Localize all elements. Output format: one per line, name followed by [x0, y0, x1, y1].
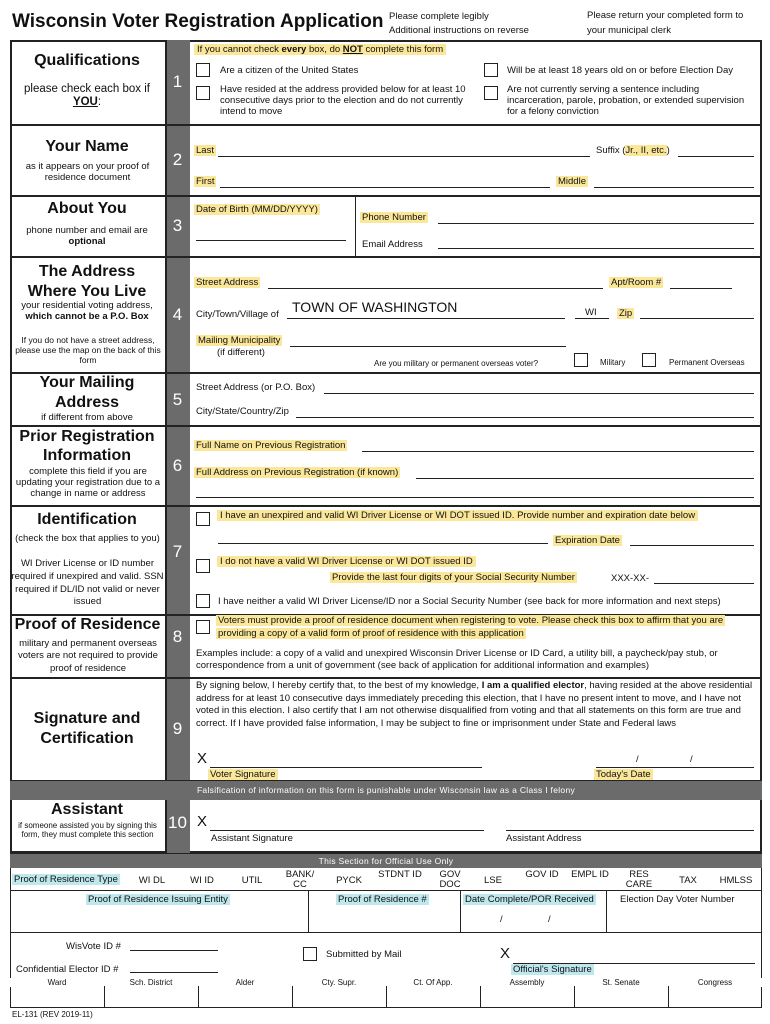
about-you-sub-2: optional	[68, 235, 106, 247]
date-complete-slash-2: /	[548, 914, 551, 925]
military-label: Military	[600, 358, 626, 367]
district-divider	[574, 986, 575, 1008]
official-row-line	[10, 932, 762, 933]
district-alder: Alder	[198, 978, 292, 987]
todays-date-input[interactable]	[596, 767, 754, 768]
por-type-label: Proof of Residence Type	[14, 874, 118, 885]
mailing-muni-input[interactable]	[290, 346, 566, 347]
suffix-b: Jr., II, etc.	[625, 145, 667, 156]
warn-a: If you cannot check	[197, 44, 282, 55]
section-number-8: 8	[172, 627, 183, 646]
district-ward: Ward	[10, 978, 104, 987]
qualifications-title: Qualifications	[34, 52, 140, 69]
suffix-a: Suffix (	[596, 145, 626, 156]
age-checkbox[interactable]	[484, 63, 498, 77]
proof-text: Voters must provide a proof of residence document when registering to vote. Please check this box to affirm that you are providing a copy of a valid form of proof of residence with this application	[218, 615, 724, 639]
warn-e: complete this form	[362, 44, 444, 55]
last-name-label: Last	[196, 145, 214, 156]
section-number-5: 5	[172, 390, 183, 409]
you-word: YOU	[72, 96, 98, 109]
felony-checkbox[interactable]	[484, 86, 498, 100]
you-colon: :	[97, 96, 102, 109]
about-you-title: About You	[47, 200, 127, 217]
first-name-label: First	[196, 176, 215, 187]
age-label: Will be at least 18 years old on or before Election Day	[507, 65, 734, 76]
email-label: Email Address	[362, 239, 423, 250]
suffix-input[interactable]	[678, 156, 754, 157]
assistant-sub: if someone assisted you by signing this form, they must complete this section	[18, 821, 157, 840]
por-col-wi-id[interactable]: WI ID	[190, 875, 214, 886]
street-label: Street Address	[196, 277, 259, 288]
por-col-wi-dl[interactable]: WI DL	[138, 875, 166, 886]
prior-addr-label: Full Address on Previous Registration (if known)	[196, 467, 399, 478]
official-col-line	[308, 890, 309, 932]
cert-c: , having resided at the above residential address for at least 10 consecutive days immediately preceding this election, that I have no present intent to move, and I have not voted in this election. I also certify that I am not otherwise disqualified from voting and that all statements on this form are true and correct. If I have provided false information, I may be subject to fine or imprisonment under State and Federal laws	[196, 680, 753, 729]
form-footer: EL-131 (REV 2019-11)	[12, 1010, 93, 1019]
district-divider	[292, 986, 293, 1008]
city-input[interactable]	[287, 318, 565, 319]
no-dl-checkbox[interactable]	[196, 559, 210, 573]
districts-row	[10, 978, 762, 1008]
todays-date-label: Today's Date	[596, 769, 651, 780]
about-you-sub	[12, 226, 162, 248]
dob-input[interactable]	[196, 240, 346, 241]
prior-sub: complete this field if you are updating your registration due to a change in name or address	[15, 466, 161, 499]
residency-label: Have resided at the address provided below for at least 10 consecutive days prior to the election and do not currently intend to move	[220, 84, 466, 117]
your-name-sub: as it appears on your proof of residence document	[25, 161, 150, 183]
city-value[interactable]: TOWN OF WASHINGTON	[292, 299, 458, 315]
voter-signature-label: Voter Signature	[210, 769, 276, 780]
row-divider	[10, 677, 762, 679]
mailing-muni-label: Mailing Municipality	[198, 335, 281, 346]
felony-label: Are not currently serving a sentence including incarceration, parole, probation, or extended supervision for a felony conviction	[507, 84, 745, 117]
por-col-rescare[interactable]: RES CARE	[625, 869, 653, 890]
prior-name-input[interactable]	[362, 451, 754, 452]
row-divider	[10, 505, 762, 507]
residency-checkbox[interactable]	[196, 86, 210, 100]
assistant-sig-x: X	[197, 813, 208, 830]
cert-b: I am a qualified elector	[481, 680, 585, 691]
section-number-1: 1	[172, 72, 183, 91]
district-divider	[480, 986, 481, 1008]
date-slash-1: /	[636, 754, 639, 765]
about-you-divider	[355, 196, 356, 256]
prior-title	[12, 427, 162, 465]
official-row-line	[10, 890, 762, 891]
about-you-sub-1: phone number and email are	[26, 225, 148, 236]
address-title-2: Where You Live	[27, 283, 147, 300]
date-complete-slash-1: /	[500, 914, 503, 925]
no-id-label: I have neither a valid WI Driver License/ID nor a Social Security Number (see back for more information and next steps)	[218, 596, 721, 607]
your-name-title: Your Name	[45, 138, 129, 155]
identification-sub-1: (check the box that applies to you)	[15, 533, 160, 544]
signature-title-1: Signature and	[33, 710, 141, 727]
mail-city-input[interactable]	[296, 417, 754, 418]
prior-addr-input-2[interactable]	[196, 497, 754, 498]
section-number-9: 9	[172, 719, 183, 738]
official-col-line	[606, 890, 607, 932]
proof-text-wrap	[216, 615, 756, 641]
assistant-address-label: Assistant Address	[506, 833, 582, 844]
por-col-stdnt[interactable]: STDNT ID	[378, 869, 422, 880]
por-col-empl[interactable]: EMPL ID	[571, 869, 609, 880]
citizen-checkbox[interactable]	[196, 63, 210, 77]
felony-warning: Falsification of information on this form is punishable under Wisconsin law as a Class I felony	[10, 781, 762, 800]
middle-name-input[interactable]	[594, 187, 754, 188]
mailing-title-1: Your Mailing	[39, 374, 135, 391]
certification-text	[196, 680, 758, 731]
cert-a: By signing below, I hereby certify that, to the best of my knowledge,	[196, 680, 482, 691]
date-complete-label: Date Complete/POR Received	[465, 894, 594, 905]
district-ct-app: Ct. Of App.	[386, 978, 480, 987]
qualifications-sub-1: please check each box if	[24, 83, 150, 95]
row-divider	[10, 124, 762, 126]
row-divider	[10, 256, 762, 258]
proof-examples: Examples include: a copy of a valid and unexpired Wisconsin Driver License or ID Card, a utility bill, a paycheck/pay stub, or correspondence from a unit of government (see back of application for additional information and examples)	[196, 648, 718, 672]
prior-title-2: Information	[43, 447, 131, 465]
if-different-label: (if different)	[217, 347, 265, 358]
assistant-signature-label: Assistant Signature	[211, 833, 293, 844]
section-number-3: 3	[172, 216, 183, 235]
warn-c: box, do	[306, 44, 343, 55]
voter-signature-input[interactable]	[210, 767, 482, 768]
warn-b: every	[281, 44, 307, 55]
mail-city-label: City/State/Country/Zip	[196, 406, 289, 417]
mailed-label: Submitted by Mail	[326, 949, 402, 960]
military-checkbox[interactable]	[574, 353, 588, 367]
suffix-label	[596, 145, 670, 156]
signature-title-2: Certification	[40, 730, 134, 747]
wisvote-label: WisVote ID #	[66, 941, 121, 952]
district-divider	[668, 986, 669, 1008]
mailing-title-2: Address	[54, 394, 120, 411]
header-return-1: Please return your completed form to	[587, 10, 744, 21]
qualifications-sub	[12, 83, 162, 109]
wisvote-input[interactable]	[130, 950, 218, 951]
por-col-util[interactable]: UTIL	[241, 875, 263, 886]
no-dl-label: I do not have a valid WI Driver License or WI DOT issued ID	[217, 556, 476, 567]
zip-input[interactable]	[640, 318, 754, 319]
proof-sub: military and permanent overseas voters are not required to provide proof of residence	[18, 638, 158, 674]
address-sub	[12, 301, 162, 323]
eday-voter-label: Election Day Voter Number	[620, 894, 735, 905]
ssn-input[interactable]	[654, 583, 754, 584]
prior-name-label: Full Name on Previous Registration	[196, 440, 346, 451]
identification-title: Identification	[37, 511, 137, 528]
identification-sub-2: WI Driver License or ID number required if unexpired and valid. SSN required if DL/ID not valid or never issued	[11, 558, 164, 608]
zip-label: Zip	[619, 308, 633, 319]
por-col-tax[interactable]: TAX	[679, 875, 697, 886]
apt-label: Apt/Room #	[611, 277, 662, 288]
state-value: WI	[585, 307, 597, 318]
row-divider	[10, 195, 762, 197]
phone-input[interactable]	[438, 223, 754, 224]
citizen-label: Are a citizen of the United States	[220, 65, 359, 76]
assistant-signature-input[interactable]	[210, 830, 484, 831]
district-divider	[386, 986, 387, 1008]
dl-valid-checkbox[interactable]	[196, 512, 210, 526]
header-note-2: Additional instructions on reverse	[389, 25, 529, 36]
last-name-input[interactable]	[218, 156, 590, 157]
address-sub-1: your residential voting address,	[21, 300, 153, 311]
middle-name-label: Middle	[558, 176, 586, 187]
signature-title	[12, 709, 162, 749]
district-congress: Congress	[668, 978, 762, 987]
issuing-entity-label: Proof of Residence Issuing Entity	[88, 894, 228, 905]
confidential-label: Confidential Elector ID #	[16, 964, 119, 975]
ssn-label: Provide the last four digits of your Social Security Number	[332, 572, 575, 583]
por-type-options	[128, 870, 760, 892]
header-note-1: Please complete legibly	[389, 11, 489, 22]
ssn-mask: XXX-XX-	[611, 573, 650, 584]
district-divider	[198, 986, 199, 1008]
apt-input[interactable]	[670, 288, 732, 289]
section-number-2: 2	[172, 150, 183, 169]
proof-title: Proof of Residence	[14, 616, 161, 633]
address-sub-2: which cannot be a P.O. Box	[25, 310, 149, 322]
por-number-label: Proof of Residence #	[338, 894, 427, 905]
section-number-7: 7	[172, 542, 183, 561]
assistant-address-input[interactable]	[506, 830, 754, 831]
section-number-6: 6	[172, 456, 183, 475]
mailing-title	[12, 373, 162, 413]
state-input[interactable]	[575, 318, 609, 319]
por-col-hmlss[interactable]: HMLSS	[719, 875, 753, 886]
military-question: Are you military or permanent overseas voter?	[374, 359, 539, 368]
date-slash-2: /	[690, 754, 693, 765]
suffix-c: )	[666, 145, 670, 156]
expiration-label: Expiration Date	[555, 535, 620, 546]
prior-addr-input[interactable]	[416, 478, 754, 479]
district-divider	[104, 986, 105, 1008]
dob-label: Date of Birth (MM/DD/YYYY)	[196, 204, 318, 215]
warn-d: NOT	[342, 44, 363, 55]
mailing-sub: if different from above	[41, 412, 133, 423]
dl-valid-label: I have an unexpired and valid WI Driver License or WI DOT issued ID. Provide number and expiration date below	[217, 510, 698, 521]
address-sub-3: If you do not have a street address, please use the map on the back of this form	[15, 335, 161, 365]
district-senate: St. Senate	[574, 978, 668, 987]
address-title	[12, 262, 162, 302]
form-title: Wisconsin Voter Registration Application	[12, 11, 384, 32]
first-name-input[interactable]	[220, 187, 550, 188]
por-col-lse[interactable]: LSE	[484, 875, 502, 886]
por-col-govdoc[interactable]: GOV DOC	[439, 869, 461, 890]
mail-street-input[interactable]	[324, 393, 754, 394]
overseas-label: Permanent Overseas	[669, 358, 745, 367]
street-input[interactable]	[268, 288, 603, 289]
district-assembly: Assembly	[480, 978, 574, 987]
email-input[interactable]	[438, 248, 754, 249]
mail-street-label: Street Address (or P.O. Box)	[196, 382, 316, 393]
expiration-input[interactable]	[630, 545, 754, 546]
por-col-govid[interactable]: GOV ID	[525, 869, 559, 880]
header-return-2: your municipal clerk	[587, 25, 671, 36]
qualifications-sub-2	[12, 96, 162, 109]
proof-checkbox[interactable]	[196, 620, 210, 634]
dl-number-input[interactable]	[218, 543, 548, 544]
city-label: City/Town/Village of	[196, 309, 279, 320]
district-sch: Sch. District	[104, 978, 198, 987]
voter-sig-x: X	[197, 750, 208, 767]
assistant-title: Assistant	[50, 801, 124, 818]
mailed-checkbox[interactable]	[303, 947, 317, 961]
confidential-input[interactable]	[130, 972, 218, 973]
official-col-line	[460, 890, 461, 932]
official-header: This Section for Official Use Only	[10, 854, 762, 868]
section-number-10: 10	[168, 813, 187, 832]
official-sig-x: X	[500, 945, 511, 962]
district-cty-supr: Cty. Supr.	[292, 978, 386, 987]
official-signature-label: Official's Signature	[513, 964, 592, 975]
por-col-bank[interactable]: BANK/ CC	[285, 869, 315, 890]
qualifications-warning	[194, 44, 446, 55]
no-id-checkbox[interactable]	[196, 594, 210, 608]
overseas-checkbox[interactable]	[642, 353, 656, 367]
por-col-pyck[interactable]: PYCK	[336, 875, 362, 886]
address-title-1: The Address	[38, 263, 136, 280]
section-number-4: 4	[172, 305, 183, 324]
phone-label: Phone Number	[362, 212, 426, 223]
prior-title-1: Prior Registration	[19, 428, 155, 445]
